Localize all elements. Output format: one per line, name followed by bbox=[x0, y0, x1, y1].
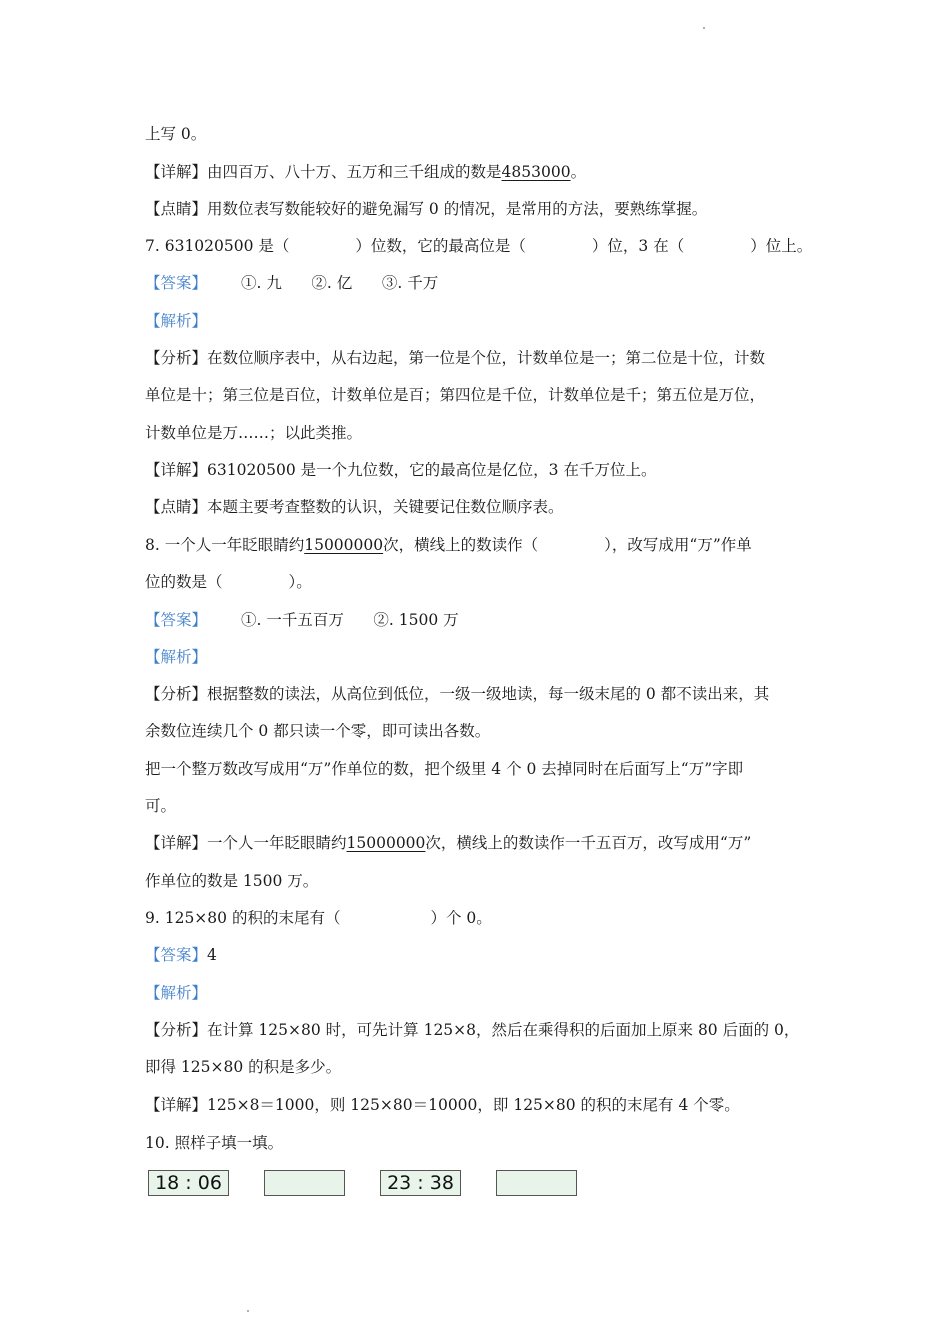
underlined-number: 15000000 bbox=[304, 536, 384, 554]
question-8-line2 bbox=[145, 572, 312, 592]
q7-analysis-1: 【分析】在数位顺序表中，从右边起，第一位是个位，计数单位是一；第二位是十位，计数 bbox=[145, 349, 766, 367]
q8-part-d: 位的数是（ bbox=[145, 573, 223, 591]
clock-box-4[interactable] bbox=[496, 1170, 577, 1196]
period: 。 bbox=[570, 163, 587, 181]
answer-tag: 【答案】 bbox=[145, 274, 208, 292]
q8-analysis-3: 把一个整万数改写成用“万”作单位的数，把个级里 4 个 0 去掉同时在后面写上“万”字即 bbox=[145, 760, 744, 778]
q7-answer bbox=[145, 273, 438, 293]
q9-analysis-2: 即得 125×80 的积是多少。 bbox=[145, 1058, 342, 1076]
q7-detail: 【详解】631020500 是一个九位数，它的最高位是亿位，3 在千万位上。 bbox=[145, 461, 657, 479]
question-9 bbox=[145, 908, 492, 928]
q7-part-c: ）位，3 在（ bbox=[591, 237, 685, 255]
q8-analysis-2: 余数位连续几个 0 都只读一个零，即可读出各数。 bbox=[145, 722, 491, 740]
q8-analysis-1: 【分析】根据整数的读法，从高位到低位，一级一级地读，每一级末尾的 0 都不读出来，其 bbox=[145, 685, 770, 703]
q8-analysis-4: 可。 bbox=[145, 797, 177, 815]
answer-tag: 【答案】 bbox=[145, 946, 208, 964]
answer-tag: 【答案】 bbox=[145, 611, 208, 629]
q7-part-d: ）位上。 bbox=[750, 237, 813, 255]
detail-tag: 【详解】 bbox=[145, 163, 208, 181]
q8-answer bbox=[145, 610, 459, 630]
detail-line bbox=[145, 162, 586, 182]
q9-part-a: 9. 125×80 的积的末尾有（ bbox=[145, 909, 341, 927]
tip-line: 【点睛】用数位表写数能较好的避免漏写 0 的情况，是常用的方法，要熟练掌握。 bbox=[145, 200, 708, 218]
question-7 bbox=[145, 236, 812, 256]
q8-part-b: 次，横线上的数读作（ bbox=[383, 536, 539, 554]
question-8 bbox=[145, 535, 752, 555]
q9-analysis-1: 【分析】在计算 125×80 时，可先计算 125×8，然后在乘得积的后面加上原来 80 后面的 0， bbox=[145, 1021, 800, 1039]
underlined-number: 15000000 bbox=[346, 834, 426, 852]
q7-part-b: ）位数，它的最高位是（ bbox=[355, 237, 526, 255]
answer-text: ①. 九 ②. 亿 ③. 千万 bbox=[241, 274, 439, 292]
q8-analysis-tag: 【解析】 bbox=[145, 648, 208, 666]
q8-part-a: 8. 一个人一年眨眼睛约 bbox=[145, 536, 305, 554]
q8-detail bbox=[145, 833, 751, 853]
clock-box-3: 23 : 38 bbox=[380, 1170, 461, 1196]
clock-box-2[interactable] bbox=[264, 1170, 345, 1196]
q8-part-c: ），改写成用“万”作单 bbox=[604, 536, 752, 554]
q9-answer bbox=[145, 945, 217, 965]
answer-text: ①. 一千五百万 ②. 1500 万 bbox=[241, 611, 459, 629]
q7-part-a: 7. 631020500 是（ bbox=[145, 237, 290, 255]
answer-text: 4 bbox=[207, 946, 217, 964]
q8-detail-a: 【详解】一个人一年眨眼睛约 bbox=[145, 834, 347, 852]
q7-analysis-3: 计数单位是万……；以此类推。 bbox=[145, 424, 363, 442]
clock-box-1: 18 : 06 bbox=[148, 1170, 229, 1196]
q7-tip: 【点睛】本题主要考查整数的认识，关键要记住数位顺序表。 bbox=[145, 498, 564, 516]
q7-analysis-tag: 【解析】 bbox=[145, 312, 208, 330]
q8-detail-2: 作单位的数是 1500 万。 bbox=[145, 872, 319, 890]
page-mark-bottom bbox=[247, 1310, 249, 1312]
text-line: 上写 0。 bbox=[145, 125, 207, 143]
q8-part-e: ）。 bbox=[288, 573, 312, 591]
q7-analysis-2: 单位是十；第三位是百位，计数单位是百；第四位是千位，计数单位是千；第五位是万位， bbox=[145, 386, 766, 404]
q9-analysis-tag: 【解析】 bbox=[145, 984, 208, 1002]
q8-detail-b: 次，横线上的数读作一千五百万，改写成用“万” bbox=[425, 834, 752, 852]
underlined-number: 4853000 bbox=[501, 163, 571, 181]
question-10: 10. 照样子填一填。 bbox=[145, 1134, 284, 1152]
q9-part-b: ）个 0。 bbox=[430, 909, 492, 927]
page-mark-top bbox=[703, 27, 705, 29]
detail-text: 由四百万、八十万、五万和三千组成的数是 bbox=[207, 163, 502, 181]
q9-detail: 【详解】125×8＝1000，则 125×80＝10000，即 125×80 的积的末尾有 4 个零。 bbox=[145, 1096, 740, 1114]
